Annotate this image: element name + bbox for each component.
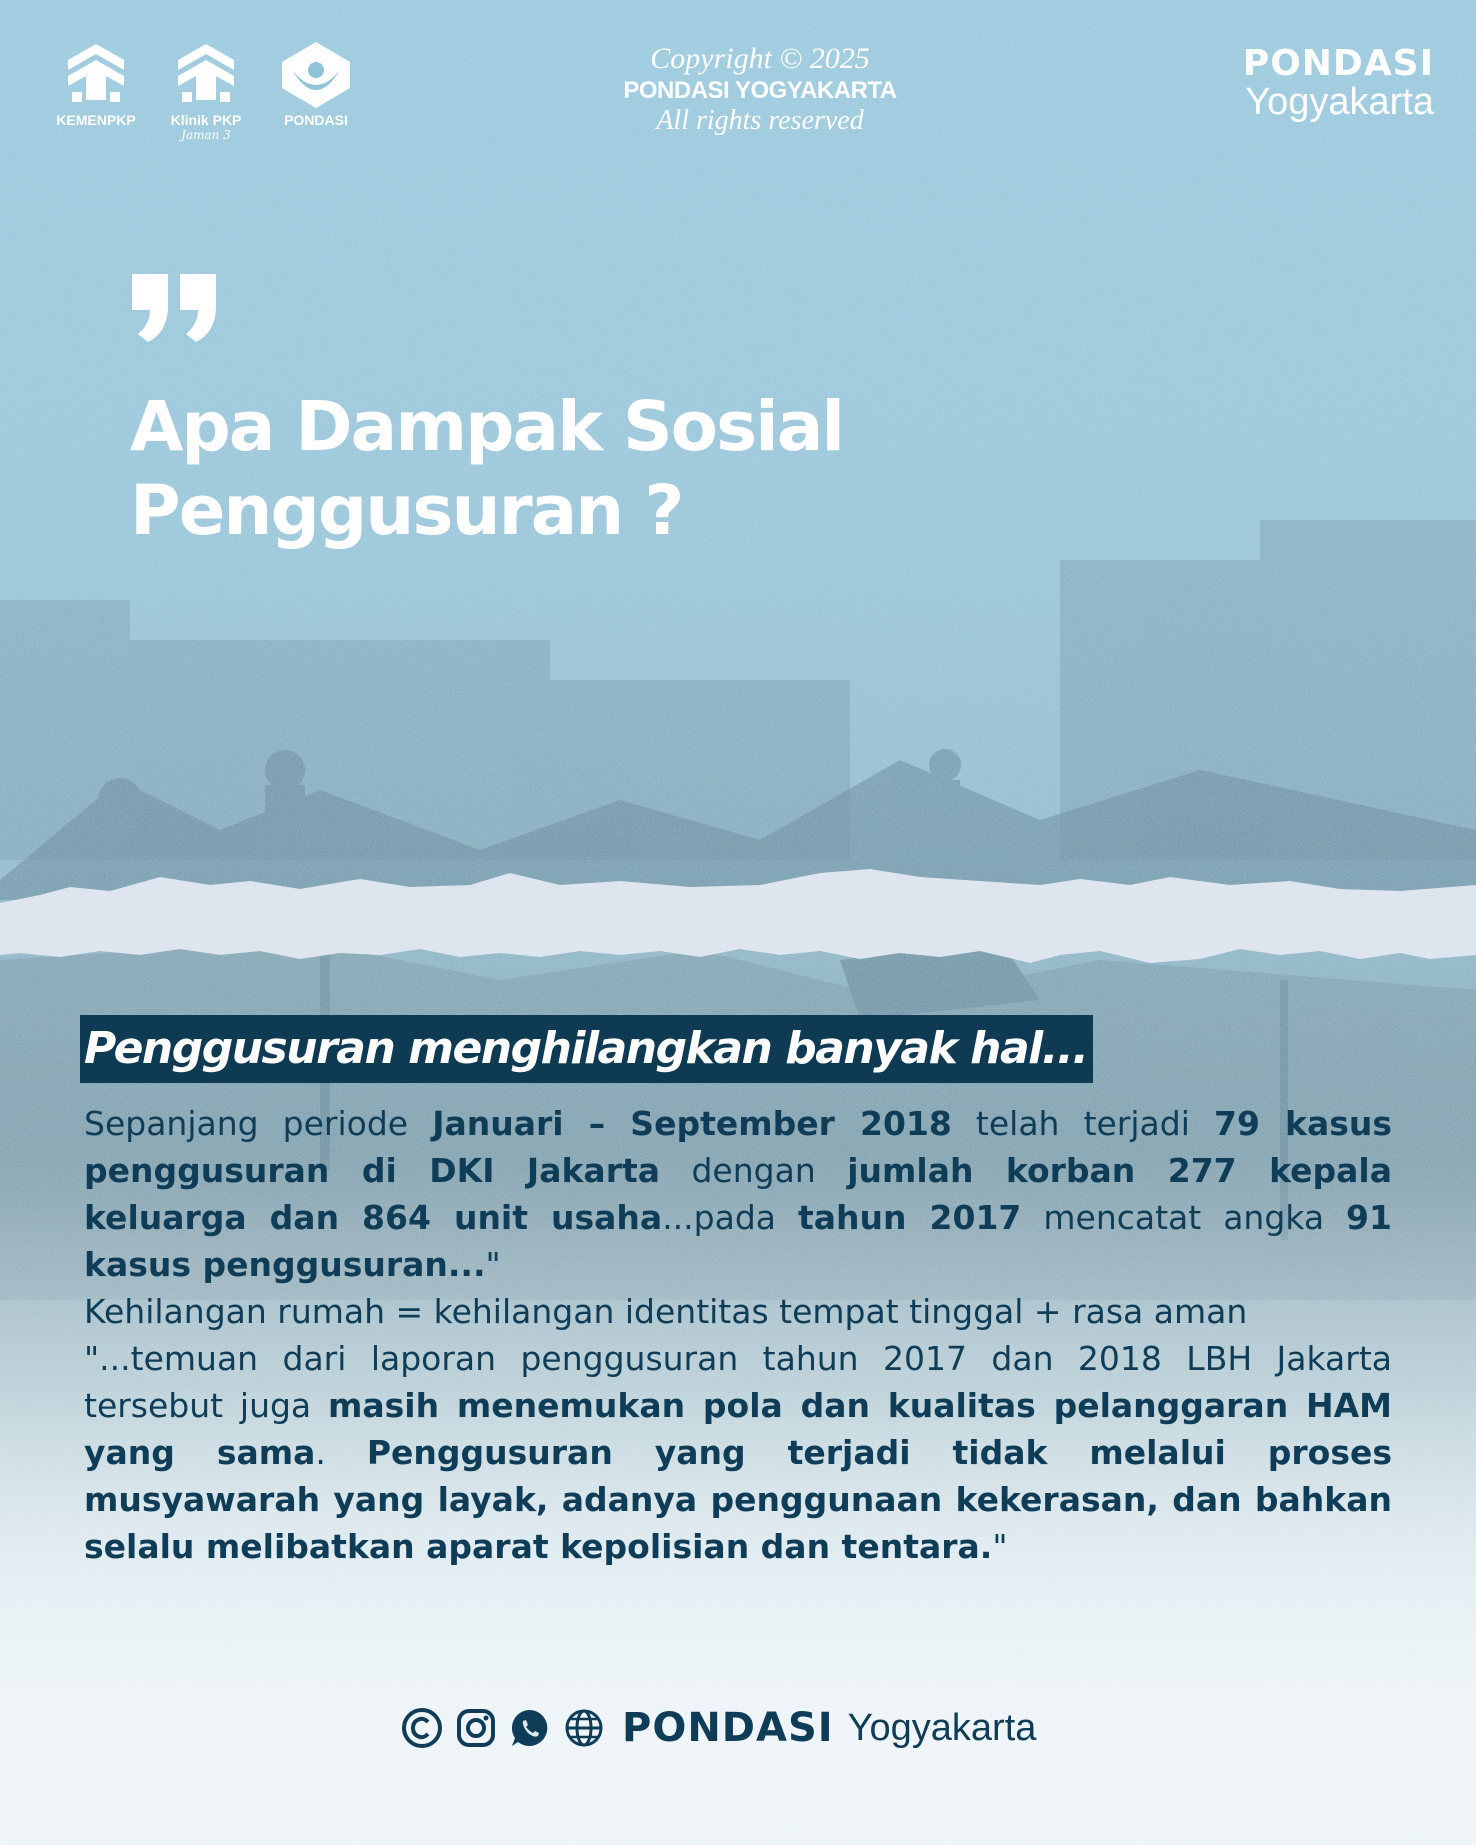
p1-text-5: mencatat angka <box>1021 1198 1347 1237</box>
p1-bold-cases-2017: 91 kasus penggusuran... <box>84 1198 1392 1284</box>
torn-paper-strip <box>0 855 1476 975</box>
brand-wordmark <box>1242 43 1434 123</box>
brand-name: PONDASI <box>1242 43 1434 84</box>
kemenpkp-emblem-icon <box>58 40 134 110</box>
title-line-1: Apa Dampak Sosial <box>130 387 844 467</box>
p1-bold-period: Januari – September 2018 <box>432 1104 952 1143</box>
brand-city: Yogyakarta <box>1245 81 1434 123</box>
klinik-pkp-label: Klinik PKP <box>170 112 242 128</box>
whatsapp-icon[interactable] <box>508 1706 552 1750</box>
paragraph-lbh-report <box>84 1335 1392 1570</box>
klinik-pkp-logo <box>160 40 252 142</box>
kemenpkp-label: KEMENPKP <box>56 112 136 128</box>
paragraph-home-loss: Kehilangan rumah = kehilangan identitas tempat tinggal + rasa aman <box>84 1292 1248 1331</box>
section-heading: Penggusuran menghilangkan banyak hal... <box>80 1015 1093 1083</box>
p1-text-6: " <box>485 1245 501 1284</box>
copyright-owner: PONDASI YOGYAKARTA <box>623 77 897 104</box>
p1-text-2: telah terjadi <box>951 1104 1214 1143</box>
p1-bold-cases: 79 kasus penggusuran di DKI Jakarta <box>84 1104 1392 1190</box>
page-title <box>130 385 1030 553</box>
p1-bold-year: tahun 2017 <box>798 1198 1022 1237</box>
p1-text-3: dengan <box>660 1151 848 1190</box>
p3-bold-violations: masih menemukan pola dan kualitas pelanggaran HAM yang sama <box>84 1386 1392 1472</box>
pondasi-logo <box>270 40 362 128</box>
instagram-icon[interactable] <box>454 1706 498 1750</box>
p1-bold-victims: jumlah korban 277 kepala keluarga dan 864 unit usaha <box>84 1151 1392 1237</box>
copyright-rights: All rights reserved <box>656 105 864 136</box>
copyright-icon <box>400 1706 444 1750</box>
p1-text-1: Sepanjang periode <box>84 1104 433 1143</box>
globe-icon[interactable] <box>562 1706 606 1750</box>
klinik-pkp-sub: Jaman 3 <box>181 128 231 142</box>
paragraph-statistics <box>84 1100 1392 1288</box>
kemenpkp-logo <box>50 40 142 128</box>
title-line-2: Penggusuran ? <box>130 471 683 551</box>
p3-text-3: " <box>992 1527 1008 1566</box>
p1-text-4: ...pada <box>662 1198 798 1237</box>
footer-city: Yogyakarta <box>847 1706 1037 1749</box>
footer-brand: PONDASI <box>622 1705 834 1751</box>
partner-logos <box>50 40 362 142</box>
closing-quote-icon <box>128 270 224 360</box>
footer <box>400 1705 1036 1751</box>
pondasi-emblem-icon <box>278 40 354 110</box>
body-text <box>84 1100 1392 1570</box>
pondasi-label: PONDASI <box>284 112 348 128</box>
klinik-pkp-emblem-icon <box>168 40 244 110</box>
p3-bold-process: Penggusuran yang terjadi tidak melalui proses musyawarah yang layak, adanya penggunaan kekerasan, dan bahkan selalu melibatkan aparat kepolisian dan tentara. <box>84 1433 1392 1566</box>
p3-text-1: "...temuan dari laporan penggusuran tahun 2017 dan 2018 LBH Jakarta tersebut juga <box>84 1339 1392 1425</box>
copyright-notice <box>610 42 910 136</box>
p3-text-2: . <box>315 1433 367 1472</box>
copyright-line: Copyright © 2025 <box>650 42 870 75</box>
